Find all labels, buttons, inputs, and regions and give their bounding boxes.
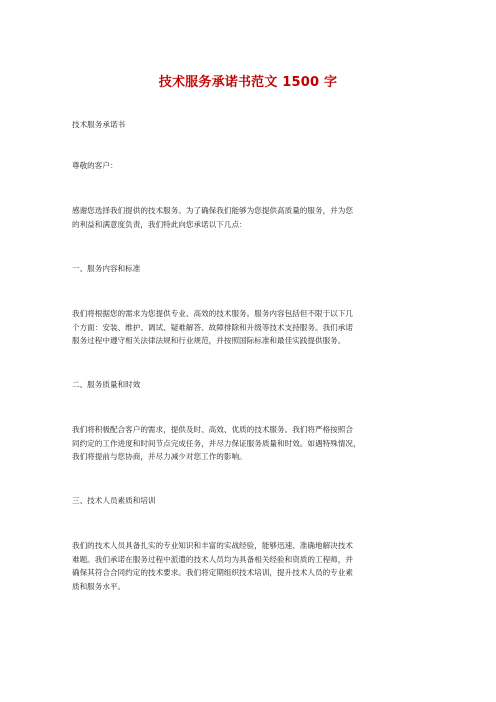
paragraph-line: 质和服务水平。 — [72, 581, 126, 591]
intro-paragraph — [72, 204, 432, 231]
section-heading-1: 一、服务内容和标准 — [72, 264, 141, 273]
section-paragraph-2 — [72, 423, 432, 464]
section-paragraph-3 — [72, 539, 432, 593]
paragraph-line: 我们将根据您的需求为您提供专业、高效的技术服务。服务内容包括但不限于以下几 — [72, 309, 353, 318]
intro-line: 的利益和满意度负责，我们特此向您承诺以下几点： — [72, 219, 247, 229]
paragraph-line: 确保其符合合同约定的技术要求。我们将定期组织技术培训，提升技术人员的专业素 — [72, 568, 353, 577]
paragraph-line: 难题。我们承诺在服务过程中派遣的技术人员均为具备相关经验和资质的工程师，并 — [72, 554, 353, 564]
paragraph-line: 服务过程中遵守相关法律法规和行业规范，并按照国际标准和最佳实践提供服务。 — [72, 336, 346, 345]
section-heading-2: 二、服务质量和时效 — [72, 380, 141, 389]
intro-line: 感谢您选择我们提供的技术服务。为了确保我们能够为您提供高质量的服务，并为您 — [72, 206, 353, 215]
section-paragraph-1 — [72, 307, 432, 348]
paragraph-line: 我们将提前与您协商，并尽力减少对您工作的影响。 — [72, 452, 247, 461]
document-title: 技术服务承诺书范文 1500 字 — [158, 75, 338, 90]
paragraph-line: 我们将积极配合客户的需求，提供及时、高效、优质的技术服务。我们将严格按照合 — [72, 425, 353, 434]
paragraph-line: 个方面：安装、维护、调试、疑难解答、故障排除和升级等技术支持服务。我们承诺 — [72, 322, 353, 332]
paragraph-line: 我们的技术人员具备扎实的专业知识和丰富的实战经验，能够迅速、准确地解决技术 — [72, 541, 353, 550]
section-heading-3: 三、技术人员素质和培训 — [72, 496, 156, 505]
paragraph-line: 同约定的工作进度和时间节点完成任务，并尽力保证服务质量和时效。如遇特殊情况， — [72, 438, 361, 448]
salutation: 尊敬的客户： — [72, 161, 118, 170]
doc-heading: 技术服务承诺书 — [72, 120, 126, 129]
